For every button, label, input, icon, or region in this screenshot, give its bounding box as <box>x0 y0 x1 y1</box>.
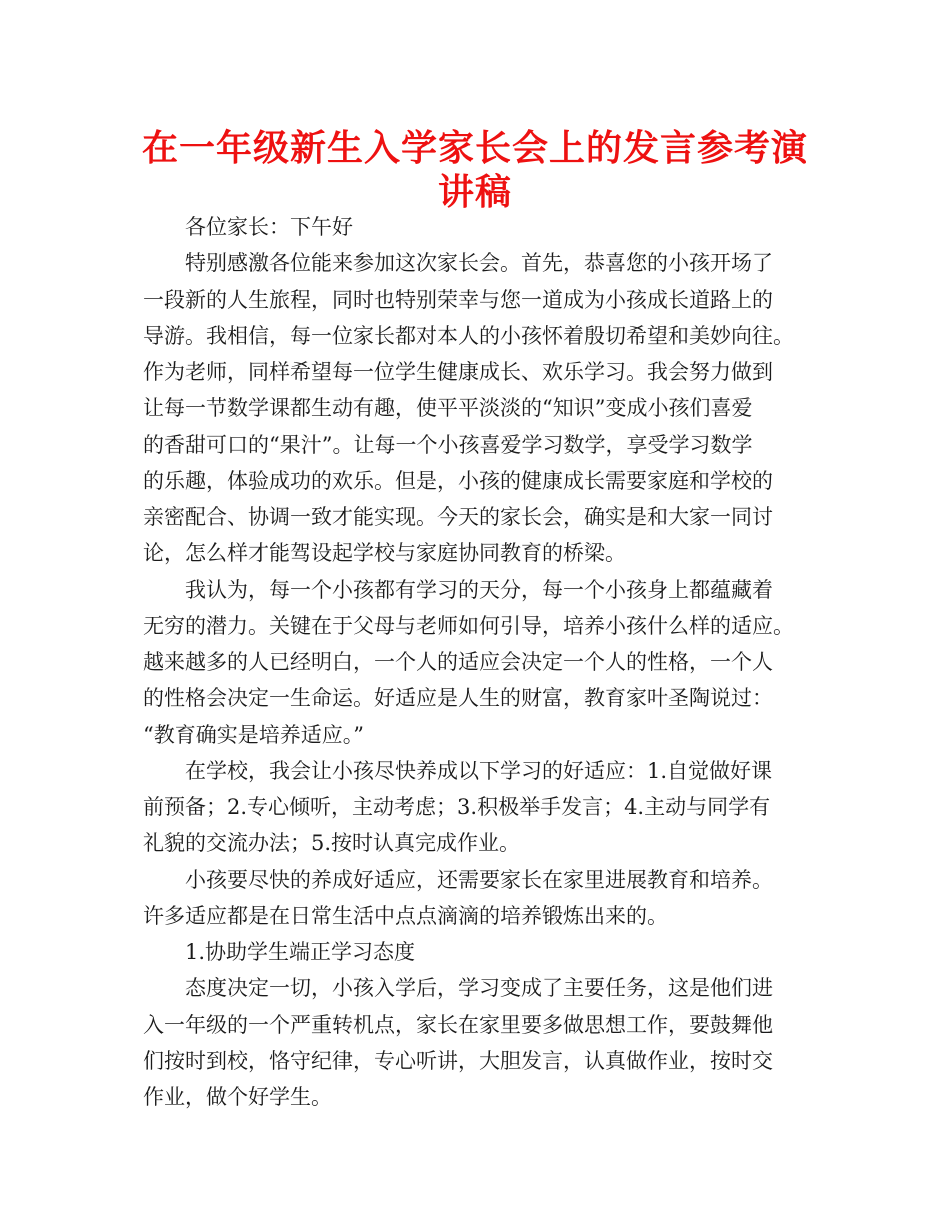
document-title-line-1: 在一年级新生入学家长会上的发言参考演 <box>141 128 808 169</box>
paragraph-3-line: 在学校，我会让小孩尽快养成以下学习的好适应：1.自觉做好课 <box>185 759 773 783</box>
paragraph-1-line: 的香甜可口的“果汁”。让每一个小孩喜爱学习数学，享受学习数学 <box>143 433 753 457</box>
section-heading: 1.协助学生端正学习态度 <box>185 940 416 964</box>
salutation: 各位家长：下午好 <box>185 215 353 239</box>
paragraph-4-line: 许多适应都是在日常生活中点点滴滴的培养锻炼出来的。 <box>143 904 668 928</box>
paragraph-5-line: 作业，做个好学生。 <box>143 1085 332 1109</box>
paragraph-2-line: “教育确实是培养适应。” <box>143 723 364 747</box>
paragraph-1-line: 让每一节数学课都生动有趣，使平平淡淡的“知识”变成小孩们喜爱 <box>143 396 753 420</box>
paragraph-1-line: 论，怎么样才能驾设起学校与家庭协同教育的桥梁。 <box>143 541 626 565</box>
paragraph-4-line: 小孩要尽快的养成好适应，还需要家长在家里进展教育和培养。 <box>185 868 773 892</box>
paragraph-1-line: 的乐趣，体验成功的欢乐。但是，小孩的健康成长需要家庭和学校的 <box>143 469 773 493</box>
paragraph-1-line: 作为老师，同样希望每一位学生健康成长、欢乐学习。我会努力做到 <box>143 360 773 384</box>
paragraph-2-line: 的性格会决定一生命运。好适应是人生的财富，教育家叶圣陶说过： <box>143 686 773 710</box>
paragraph-5-line: 们按时到校，恪守纪律，专心听讲，大胆发言，认真做作业，按时交 <box>143 1049 773 1073</box>
paragraph-2-line: 越来越多的人已经明白，一个人的适应会决定一个人的性格，一个人 <box>143 650 773 674</box>
paragraph-1-line: 亲密配合、协调一致才能实现。今天的家长会，确实是和大家一同讨 <box>143 505 773 529</box>
paragraph-1-line: 特别感激各位能来参加这次家长会。首先，恭喜您的小孩开场了 <box>185 251 773 275</box>
paragraph-3-line: 礼貌的交流办法；5.按时认真完成作业。 <box>143 831 521 855</box>
document-title-line-2: 讲稿 <box>437 172 512 213</box>
paragraph-5-line: 态度决定一切，小孩入学后，学习变成了主要任务，这是他们进 <box>185 976 773 1000</box>
paragraph-2-line: 无穷的潜力。关键在于父母与老师如何引导，培养小孩什么样的适应。 <box>143 614 794 638</box>
paragraph-3-line: 前预备；2.专心倾听，主动考虑；3.积极举手发言；4.主动与同学有 <box>143 795 771 819</box>
paragraph-1-line: 一段新的人生旅程，同时也特别荣幸与您一道成为小孩成长道路上的 <box>143 288 773 312</box>
paragraph-5-line: 入一年级的一个严重转机点，家长在家里要多做思想工作，要鼓舞他 <box>143 1013 773 1037</box>
paragraph-2-line: 我认为，每一个小孩都有学习的天分，每一个小孩身上都蕴藏着 <box>185 578 773 602</box>
paragraph-1-line: 导游。我相信，每一位家长都对本人的小孩怀着殷切希望和美妙向往。 <box>143 324 794 348</box>
